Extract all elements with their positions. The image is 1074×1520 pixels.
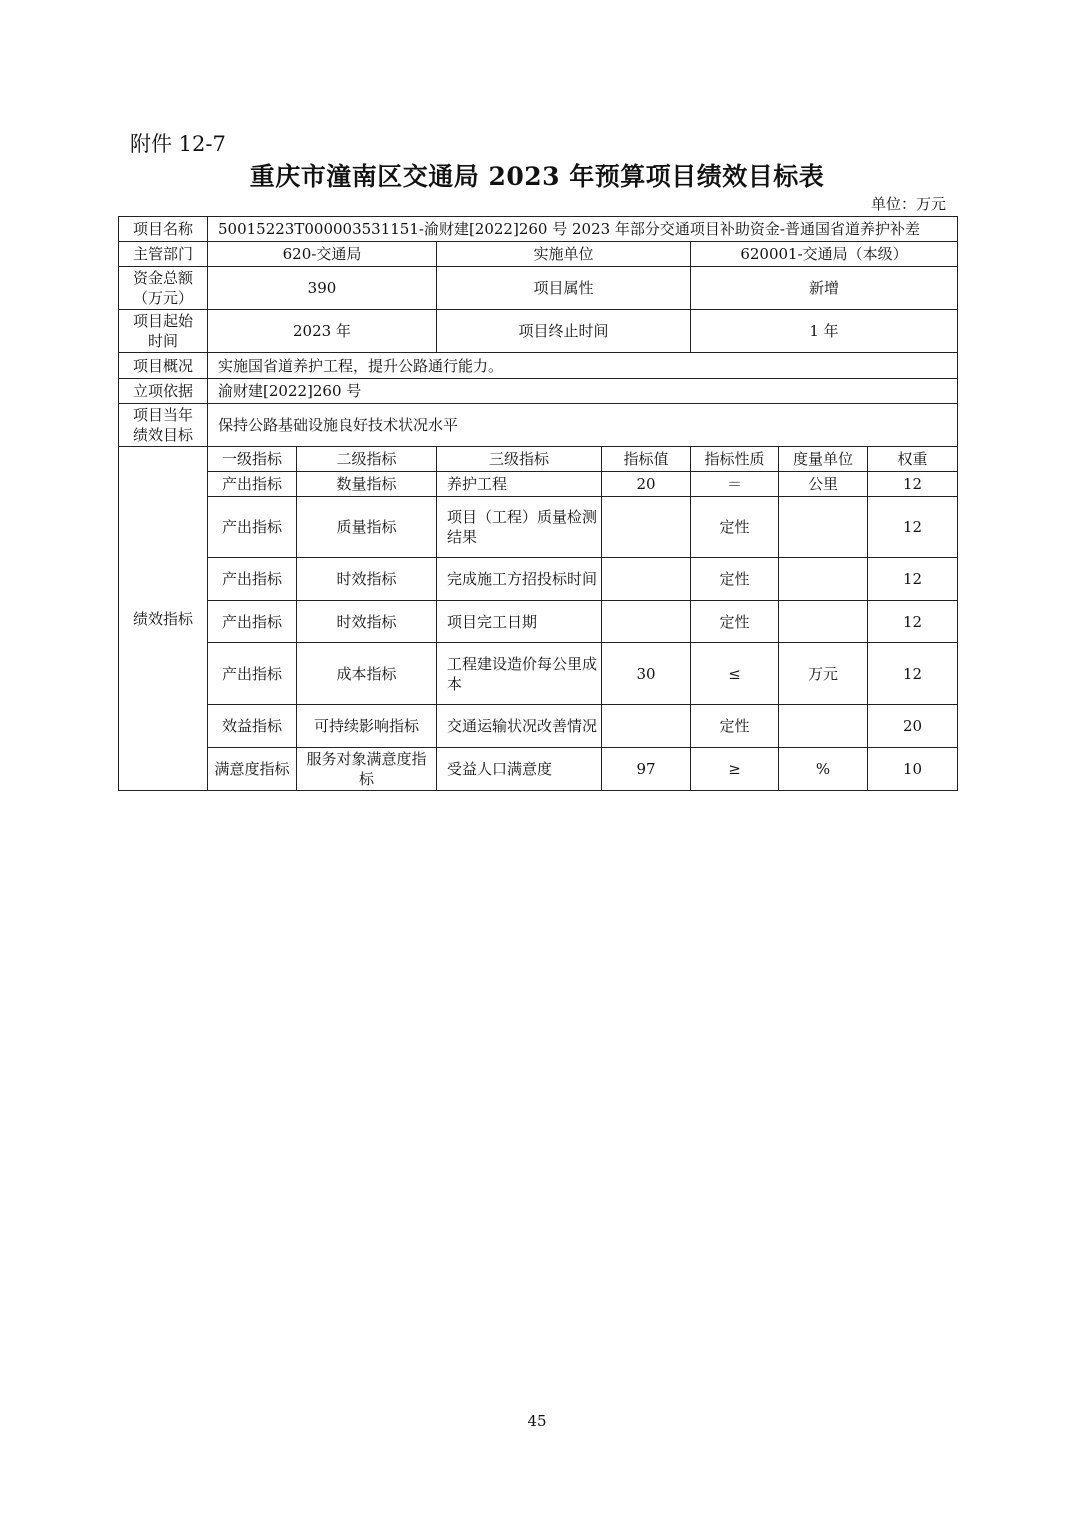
row-l2: 成本指标 [297, 643, 437, 705]
row-nature: 定性 [691, 705, 779, 748]
table-row [119, 558, 958, 601]
goal-label-line2: 绩效目标 [132, 426, 193, 444]
goal-label [119, 404, 208, 447]
table-row [119, 497, 958, 558]
overview-label: 项目概况 [119, 353, 208, 379]
row-l1: 产出指标 [208, 643, 297, 705]
row-l3: 项目完工日期 [437, 601, 602, 643]
attr-label: 项目属性 [437, 267, 691, 310]
project-name-value: 50015223T000003531151-渝财建[2022]260 号 2023 年部分交通项目补助资金-普通国省道养护补差 [208, 217, 958, 242]
impl-label: 实施单位 [437, 242, 691, 267]
row-unit [779, 497, 868, 558]
unit-label: 单位：万元 [870, 195, 946, 213]
goal-label-line1: 项目当年 [132, 406, 193, 424]
row-nature: 定性 [691, 558, 779, 601]
row-l2: 数量指标 [297, 472, 437, 497]
fund-label-line1: 资金总额 [132, 269, 193, 287]
row-l2: 质量指标 [297, 497, 437, 558]
row-value [602, 705, 691, 748]
table-row [119, 748, 958, 791]
row-l3: 交通运输状况改善情况 [437, 705, 602, 748]
row-nature: ≥ [691, 748, 779, 791]
row-weight: 12 [868, 643, 958, 705]
fund-value: 390 [208, 267, 437, 310]
row-value [602, 497, 691, 558]
header-nature: 指标性质 [691, 447, 779, 472]
row-l2: 时效指标 [297, 558, 437, 601]
row-value: 97 [602, 748, 691, 791]
row-weight: 20 [868, 705, 958, 748]
row-unit: 公里 [779, 472, 868, 497]
table-row [119, 472, 958, 497]
row-l3: 受益人口满意度 [437, 748, 602, 791]
performance-target-table [118, 216, 958, 791]
row-l3: 项目（工程）质量检测结果 [437, 497, 602, 558]
header-weight: 权重 [868, 447, 958, 472]
row-l1: 产出指标 [208, 497, 297, 558]
indicators-section-label: 绩效指标 [119, 447, 208, 791]
dept-label: 主管部门 [119, 242, 208, 267]
row-l1: 满意度指标 [208, 748, 297, 791]
row-l1: 产出指标 [208, 472, 297, 497]
basis-value: 渝财建[2022]260 号 [208, 379, 958, 404]
overview-value: 实施国省道养护工程，提升公路通行能力。 [208, 353, 958, 379]
row-unit: 万元 [779, 643, 868, 705]
start-value: 2023 年 [208, 310, 437, 353]
fund-label [119, 267, 208, 310]
header-unit: 度量单位 [779, 447, 868, 472]
impl-value: 620001-交通局（本级） [691, 242, 958, 267]
row-l3: 工程建设造价每公里成本 [437, 643, 602, 705]
row-l1: 产出指标 [208, 601, 297, 643]
row-l3: 完成施工方招投标时间 [437, 558, 602, 601]
end-value: 1 年 [691, 310, 958, 353]
start-label [119, 310, 208, 353]
row-weight: 12 [868, 601, 958, 643]
header-value: 指标值 [602, 447, 691, 472]
attr-value: 新增 [691, 267, 958, 310]
row-l1: 效益指标 [208, 705, 297, 748]
row-weight: 12 [868, 497, 958, 558]
dept-value: 620-交通局 [208, 242, 437, 267]
goal-value: 保持公路基础设施良好技术状况水平 [208, 404, 958, 447]
row-unit [779, 558, 868, 601]
row-nature: ＝ [691, 472, 779, 497]
page-number: 45 [527, 1412, 547, 1430]
table-row [119, 601, 958, 643]
table-row [119, 643, 958, 705]
end-label: 项目终止时间 [437, 310, 691, 353]
row-l3: 养护工程 [437, 472, 602, 497]
row-nature: 定性 [691, 497, 779, 558]
row-l2: 服务对象满意度指标 [297, 748, 437, 791]
project-name-label: 项目名称 [119, 217, 208, 242]
basis-label: 立项依据 [119, 379, 208, 404]
page-title: 重庆市潼南区交通局 2023 年预算项目绩效目标表 [249, 162, 825, 191]
row-unit [779, 705, 868, 748]
fund-label-line2: （万元） [132, 289, 193, 307]
row-l2: 时效指标 [297, 601, 437, 643]
row-unit: % [779, 748, 868, 791]
row-nature: ≤ [691, 643, 779, 705]
row-l1: 产出指标 [208, 558, 297, 601]
attachment-label: 附件 12-7 [130, 132, 226, 156]
row-value: 30 [602, 643, 691, 705]
start-label-line2: 时间 [147, 332, 178, 350]
row-l2: 可持续影响指标 [297, 705, 437, 748]
row-value: 20 [602, 472, 691, 497]
row-value [602, 601, 691, 643]
header-l1: 一级指标 [208, 447, 297, 472]
row-weight: 12 [868, 472, 958, 497]
row-unit [779, 601, 868, 643]
row-nature: 定性 [691, 601, 779, 643]
row-weight: 10 [868, 748, 958, 791]
row-weight: 12 [868, 558, 958, 601]
row-value [602, 558, 691, 601]
table-row [119, 705, 958, 748]
header-l3: 三级指标 [437, 447, 602, 472]
header-l2: 二级指标 [297, 447, 437, 472]
start-label-line1: 项目起始 [132, 312, 193, 330]
